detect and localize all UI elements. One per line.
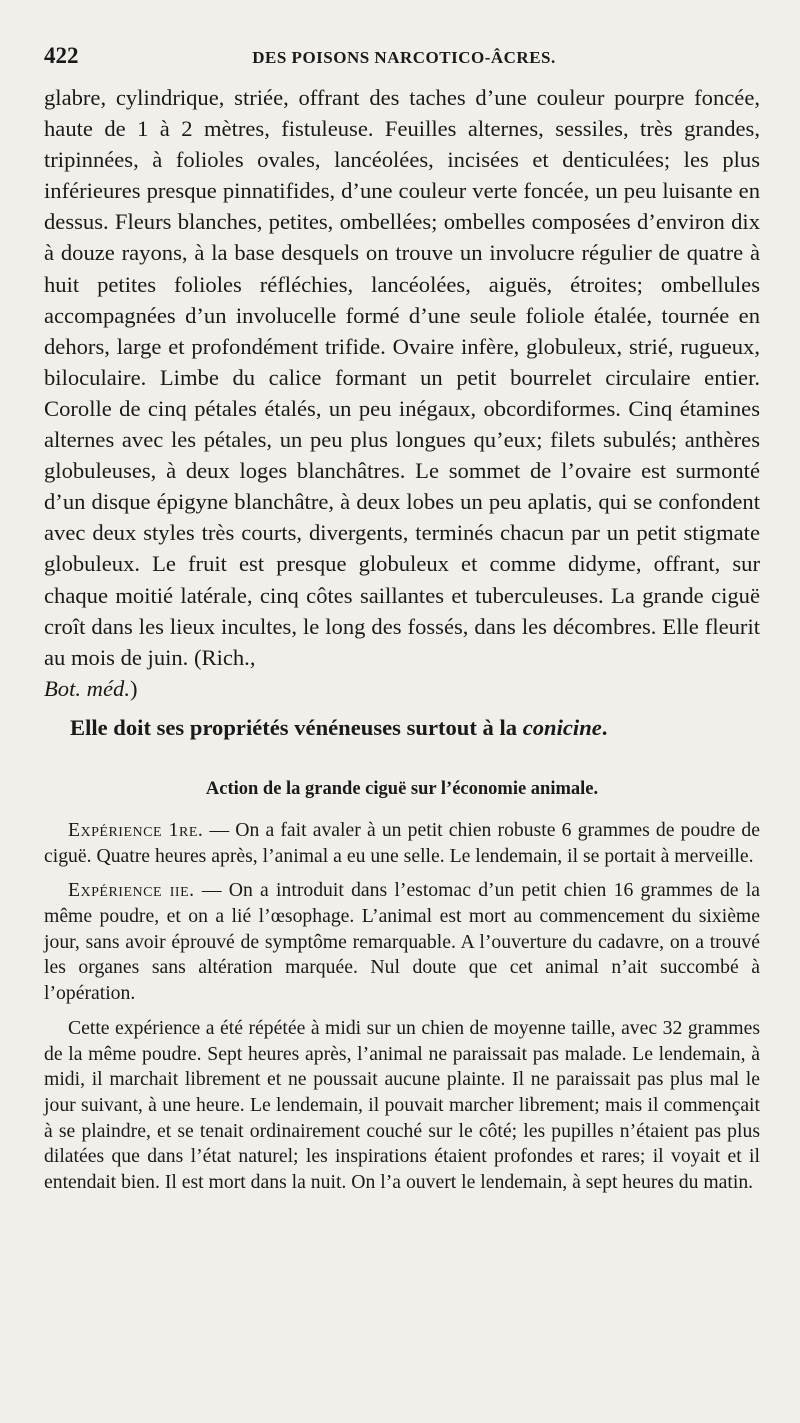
properties-end: . [601, 714, 608, 740]
running-head: DES POISONS NARCOTICO-ÂCRES. [252, 48, 556, 67]
experience-1-text: — On a fait avaler à un petit chien robuste 6 grammes de poudre de ciguë. Quatre heures après, l’animal a eu une selle. Le lendemain, il se portait à merveille. [44, 818, 761, 867]
experience-2-label: Expérience iie. [68, 879, 195, 902]
repeated-experience-paragraph: Cette expérience a été répétée à midi sur un chien de moyenne taille, avec 32 grammes de la même poudre. Sept heures après, l’animal ne paraissait pas malade. Le lendemain, à midi, il marchait librement et ne poussait aucune plainte. Il ne paraissait pas plus mal le jour suivant, à une heure. Le lendemain, il pouvait marcher librement; mais il commençait à se plaindre, et se tenait ordinairement couché sur le côté; les pupilles n’étaient pas plus dilatées que dans l’état naturel; les inspirations étaient profondes et rares; il voyait et il entendait bien. Il est mort dans la nuit. On l’a ouvert le lendemain, à sept heures du matin. [44, 1016, 760, 1194]
conicine-term: conicine [522, 714, 602, 740]
citation-close: ) [129, 675, 138, 701]
botanical-description-paragraph [44, 82, 760, 704]
page-header [44, 43, 764, 73]
experience-1-paragraph [44, 818, 760, 869]
page-number: 422 [44, 43, 79, 68]
page-body [44, 82, 760, 1196]
section-title: Action de la grande ciguë sur l’économie animale. [205, 778, 599, 799]
properties-text: Elle doit ses propriétés vénéneuses surtout à la [70, 714, 518, 740]
experience-2-text: — On a introduit dans l’estomac d’un petit chien 16 grammes de la même poudre, et on a lié l’œsophage. L’animal est mort au commencement du sixième jour, sans avoir éprouvé de symptôme remarquable. A l’ouverture du cadavre, on a trouvé les organes sans altération marquée. Nul doute que cet animal n’ait succombé à l’opération. [44, 879, 760, 1005]
botanical-description-text: glabre, cylindrique, striée, offrant des taches d’une couleur pourpre foncée, haute de 1 à 2 mètres, fistuleuse. Feuilles alternes, sessiles, très grandes, tripinnées, à folioles ovales, lancéolées, incisées et denticulées; les plus inférieures presque pinnatifides, d’une couleur verte foncée, un peu luisante en dessus. Fleurs blanches, petites, ombellées; ombelles composées d’environ dix à douze rayons, à la base desquels on trouve un involucre régulier de quatre à huit petites folioles réfléchies, lancéolées, aiguës, étroites; ombellules accompagnées d’un involucelle formé d’une seule foliole étalée, tournée en dehors, large et profondément trifide. Ovaire infère, globuleux, strié, rugueux, biloculaire. Limbe du calice formant un petit bourrelet circulaire entier. Corolle de cinq pétales étalés, un peu inégaux, obcordiformes. Cinq étamines alternes avec les pétales, un peu plus longues qu’eux; filets subulés; anthères globuleuses, à deux loges blanchâtres. Le sommet de l’ovaire est surmonté d’un disque épigyne blanchâtre, à deux lobes un peu aplatis, qui se confondent avec deux styles très courts, divergents, terminés chacun par un petit stigmate globuleux. Le fruit est presque globuleux et comme didyme, offrant, sur chaque moitié latérale, cinq côtes saillantes et tuberculeuses. La grande ciguë croît dans les lieux incultes, le long des fossés, dans les décombres. Elle fleurit au mois de juin. (Rich., [44, 85, 760, 670]
experience-2-paragraph [44, 878, 760, 1007]
properties-paragraph [44, 712, 760, 743]
citation-source: Bot. méd. [44, 675, 130, 701]
experience-1-label: Expérience 1re. [68, 818, 204, 841]
